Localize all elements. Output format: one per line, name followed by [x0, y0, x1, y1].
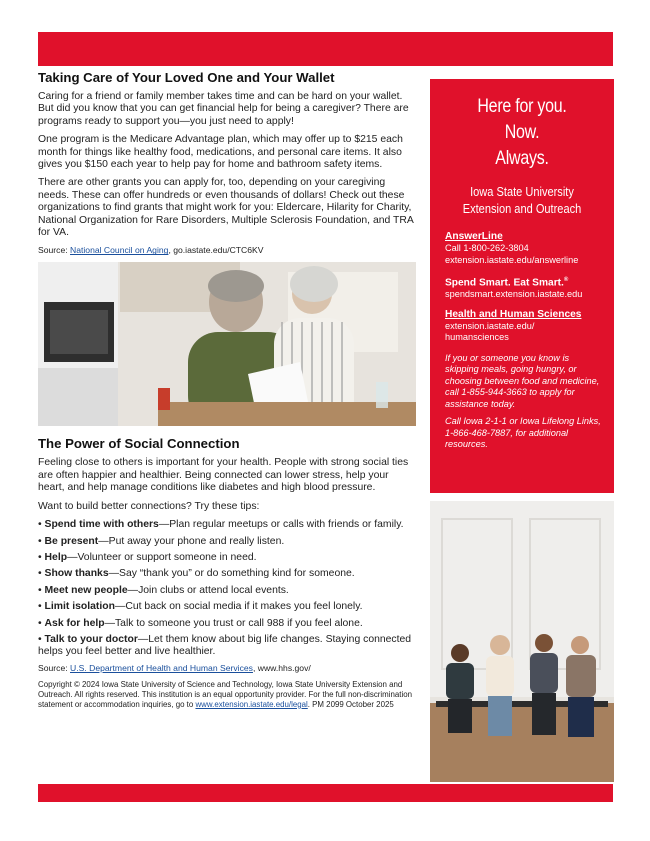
article1-source: Source: National Council on Aging, go.iastate.edu/CTC6KV: [38, 245, 264, 256]
tips-list: [38, 519, 416, 659]
article-title-caregiving: Taking Care of Your Loved One and Your Wallet: [38, 70, 335, 85]
bottom-red-banner: [38, 784, 613, 802]
tip-item: • Be present—Put away your phone and really listen.: [38, 535, 285, 547]
resources-note: Call Iowa 2-1-1 or Iowa Lifelong Links, 1-866-468-7887, for additional resources.: [445, 416, 601, 450]
hhs-link[interactable]: U.S. Department of Health and Human Services: [70, 662, 253, 673]
copyright-notice: Copyright © 2024 Iowa State University of Science and Technology, Iowa State University Extension and Outreach. All rights reserved. This institution is an equal opportunity provider. For the full non-discrimination statement or accommodation inquiries, go to www.extension.iastate.edu/legal. PM 2099 October 2025: [38, 679, 412, 709]
tip-item: • Show thanks—Say “thank you” or do something kind for someone.: [38, 568, 355, 580]
article-title-social-connection: The Power of Social Connection: [38, 436, 240, 452]
main-column: [38, 70, 416, 710]
tip-item: • Ask for help—Talk to someone you trust or call 988 if you feel alone.: [38, 617, 363, 629]
ncoa-link[interactable]: National Council on Aging: [70, 245, 169, 256]
answerline-title[interactable]: AnswerLine: [445, 231, 503, 242]
article1-paragraph-1: Caring for a friend or family member takes time and can be hard on your wallet. But did you know that you can get financial help for being a caregiver? There are programs ready to support you—you just need to apply!: [38, 91, 409, 127]
article2-source: Source: U.S. Department of Health and Human Services, www.hhs.gov/: [38, 662, 311, 673]
hhs-url-line2[interactable]: humansciences: [445, 332, 509, 343]
food-assistance-note: If you or someone you know is skipping meals, going hungry, or choosing between food and medicine, call 1-855-944-3663 to apply for assistance today.: [445, 352, 600, 409]
spendsmart-section: [430, 274, 614, 301]
answerline-url[interactable]: extension.iastate.edu/answerline: [445, 254, 579, 265]
tip-item: • Help—Volunteer or support someone in need.: [38, 551, 257, 563]
photo-friends-laughing-on-bench: [430, 501, 614, 782]
answerline-section: [430, 231, 614, 266]
sidebar-headline: Here for you. Now. Always.: [477, 95, 567, 169]
article2-paragraph-1: Feeling close to others is important for your health. People with strong social ties are often happier and healthier. Being connected can lower stress, help your heart, and help manage conditions like diabetes and high blood pressure.: [38, 457, 409, 494]
answerline-phone: Call 1-800-262-3804: [445, 243, 529, 253]
tip-item: • Talk to your doctor—Let them know about big life changes. Staying connected helps you feel better and live healthier.: [38, 633, 412, 658]
article1-paragraph-2: One program is the Medicare Advantage plan, which may offer up to $215 each month for things like healthy food, medications, and personal care items. It also gives you $150 each year to help pay for home and bathroom safety items.: [38, 134, 403, 171]
sidebar-org-name: Iowa State University Extension and Outreach: [462, 184, 582, 216]
legal-link[interactable]: www.extension.iastate.edu/legal: [195, 699, 308, 709]
tip-item: • Limit isolation—Cut back on social media if it makes you feel lonely.: [38, 601, 363, 613]
hhs-title[interactable]: Health and Human Sciences: [445, 308, 582, 320]
hhs-section: [430, 309, 614, 344]
photo-couple-reading-document: [38, 262, 416, 426]
article2-paragraph-2: Want to build better connections? Try these tips:: [38, 500, 260, 512]
hhs-url-line1[interactable]: extension.iastate.edu/: [445, 320, 535, 331]
top-red-banner: [38, 32, 613, 66]
sidebar-red-panel: [430, 79, 614, 493]
tip-item: • Spend time with others—Plan regular meetups or calls with friends or family.: [38, 519, 404, 531]
spendsmart-title: Spend Smart. Eat Smart.®: [445, 277, 569, 289]
article1-paragraph-3: There are other grants you can apply for, too, depending on your caregiving needs. These can offer hundreds or even thousands of dollars! Check out these organizations to find grants that might work for you: Eldercare, Hilarity for Charity, National Organization for Rare Disorders, Multiple Sclerosis Foundation, and TRA for VA.: [38, 177, 414, 239]
spendsmart-url[interactable]: spendsmart.extension.iastate.edu: [445, 289, 583, 300]
tip-item: • Meet new people—Join clubs or attend local events.: [38, 584, 289, 596]
